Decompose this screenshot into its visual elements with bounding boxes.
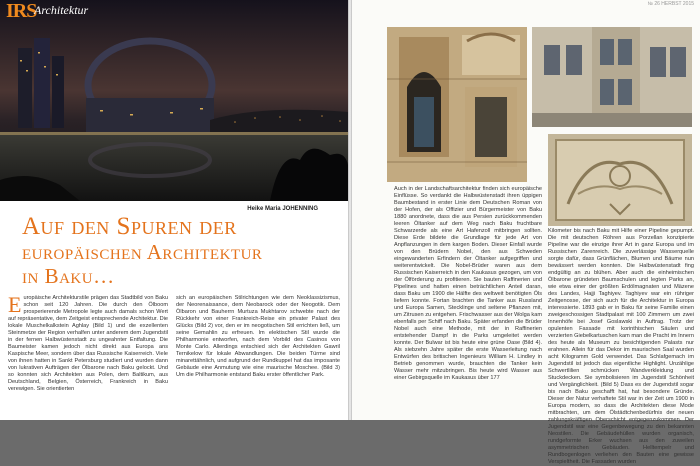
ornate-window-illustration (387, 27, 527, 182)
corner-facade-illustration (532, 27, 692, 127)
hero-photo (0, 0, 348, 201)
left-col2-text: sich an europäischen Stilrichtungen wie dem Neoklassizismus, der Neorenaissance, dem Neobarock oder der Neogotik. Dem Ölbaron und Bauherrn Murtuza Mukhtarov schwebte nach der Rückkehr von einer Frankreich-Reise ein privater Palast des Glücks (Bild 2) vor, den er im neogotischen Stil errichten ließ, um seine Gemahlin zu erfreuen. Im elektischen Stil wurde die Philharmonie entworfen, nach dem Vorbild des Casinos von Monte Carlo. Allerdings entschied sich der Architekten Gawril Ternikelow für lokale Abwandlungen. Die beiden Türme sind minarettähnlich, und aufgrund der Rundkuppel hat das imposante Gebäude eine Anmutung wie eine maurische Moschee. (Bild 3) Um die Philharmonie entstand Baku erster öffentlicher Park. (176, 295, 340, 378)
right-column-2 (548, 228, 694, 465)
left-page (0, 0, 348, 420)
right-col2-text: Kilometer bis nach Baku mit Hilfe einer Pipeline gepumpt. Die mit deutschen Röhren aus Porzellan konzipierte Pipeline war die einzige ihrer Art in ganz Europa und im Russischen Zarenreich. Die zuverlässige Wasserquelle sorgte dafür, dass Grünflächen, Blumen und Bäume nun bewässert werden konnten. Die Halbwüstenstadt fing endgültig an zu blühen. Aber auch die einheimischen Ölbarone gründeten Baumschulen und legten Parks an, wie etwa einer der größten Erdölmagnaten und Mäzene des Landes, Hajji Taghiyev. Taghiyev war ein rühriger Zeitgenosse, der sich auch für die Architektur in Europa interessierte. 1893 gab er in Baku für seine Familie einen zweigeschossigen Stadtpalast mit 100 Zimmern um zwei Innenhöfe bei Josef Goslawski in Auftrag. Trotz der opulenten Fassade mit korinthischen Säulen und verzierten Giebelkartuschen kam man die Pracht im Innern des heute als Museum zu besichtigenden Palasts nur erahnen. Allein für das Dekor im maurischen Saal wurden acht Kilogramm Gold verwendet. Das Schlafgemach im Jugendstil ist jedoch das eigentliche Highlight. Unzählige Schwertlilien schmücken Wandverkleidung und Stuckdecken. Sie symbolisieren im Jugendstil Schönheit und Vergänglichkeit. (Bild 5) Dass es der Jugendstil sogar bis nach Baku geschafft hat, hat besondere Gründe. Dieser der Natur verhaftete Stil war in der Zeit um 1900 in Europa modern, so dass die Architekten diese Mode mitbrachten, um dem Ölstädtchenbedürfnis der neuen zahlungskräftigen Oberschicht entgegenzukommen. Der Jugendstil war eine Gegenbewegung zu den bekannten Neostilen. Die Gebäudehüllen wurden organisch, rundgeformte Erker wuchsen aus den zuweilen asymmetrischen Gebäuden. Helltempelr und Rundbogenlogen verliehen den Bauten eine gewisse Verspieltheit. Die Fassaden wurden (548, 228, 694, 465)
left-col1-text: uropäische Architekturstile prägen das Stadtbild von Baku schon seit 120 Jahren. Die durch den Ölboom prosperierende Metropole legte auch damals schon Wert auf repräsentative, dem Zeitgeist entsprechende Architektur. Die lokale Muschelkalkstein Aghlay (Bild 1) und die exzellenten Steinmetze der Region verhalfen unter anderem dem Jugendstil in der fernen Halbwüstenstadt zu ungeahnter Entfaltung. Die Baumeister kamen jedoch nicht direkt aus Europa ans Kaspische Meer, sondern über das Russische Kaiserreich. Viele von ihnen hatten in Sankt Petersburg studiert und wurden dann von lukrativen Aufträgen der Ölbarone nach Baku gelockt. Und so konnten sich Architekten aus Polen, dem Baltikum, aus Deutschland, Belgien, Österreich, Frankreich in Baku verewigen. Sie orientierten (8, 295, 168, 392)
title-line-1: Auf den Spuren der (22, 213, 237, 240)
skyline-illustration (0, 0, 348, 201)
author-credit: Heike Maria JOHENNING (247, 206, 318, 212)
stone-relief-illustration (548, 134, 692, 226)
right-page (352, 0, 700, 465)
magazine-logo: IRS (6, 0, 37, 22)
photo-ornate-window (387, 27, 527, 182)
article-title (22, 214, 342, 287)
photo-corner-facade (532, 27, 692, 127)
photo-stone-relief (548, 134, 692, 226)
title-line-2: europäischen Architektur (22, 240, 263, 264)
title-line-3: in Baku… (22, 264, 115, 288)
drop-cap: E (8, 292, 22, 317)
right-column-1 (394, 186, 542, 418)
left-column-1 (8, 292, 168, 420)
left-column-2 (176, 295, 340, 420)
folio: № 26 HERBST 2015 (647, 1, 694, 7)
right-col1-text: Auch in der Landschaftsarchitektur finden sich europäische Einflüsse. So verdankt die Halbwüstenstadt ihren üppigen Baumbestand in erster Linie dem Deutschen Roman von der Hofen, der als Offizier und Bürgermeister von Baku 1880 anordnete, dass die aus Persien zurückkommenden leeren Öltanker auf dem Weg nach Baku fruchtbare Schwarzerde als eine Art Hafenzoll mitbringen sollten. Diese Erde bildete die Grundlage für jede Art von Anpflanzungen in dem kargen Boden. Dieser Einfall wurde von den Brüdern Nobel, den aus Schweden eingewanderten Erfindern der Öltanker aufgegriffen und weiterentwickelt. Die Nobel-Brüder waren aus dem Russischen Kaiserreich in den Kaukasus gezogen, um von der Ölförderung zu profitieren. Sie bauten Raffinerien und Pipelines und hatten einen beträchtlichen Anteil daran, dass Baku um 1900 die Hälfte des weltweit benötigten Öls liefern konnte. Fortan brachten die Tanker aus Russland und Europa Samen, Stecklinge und seltene Pflanzen mit, um Zitrusen zu entgehen. Frischwasser aus der Wolga kam ebenfalls per Schiff nach Baku. Später erfanden die Brüder Nobel auch eine Methode, mit der in Raffinerien entstehender Dampf in die Parks umgeleitet werden konnte. Der Bulwar ist bis heute eine grüne Oase (Bild 4). Als siebzehn Jahre später die erste Wasserleitung nach Entwürfen des britischen Ingenieurs William H. Lindley in Betrieb genommen wurde, brauchten die Tanker kein Wasser mehr mitzubringen. Bis heute wird Wasser aus einer Gebirgsquelle im Kaukasus über 177 (394, 186, 542, 381)
section-label: Architektur (34, 3, 89, 17)
